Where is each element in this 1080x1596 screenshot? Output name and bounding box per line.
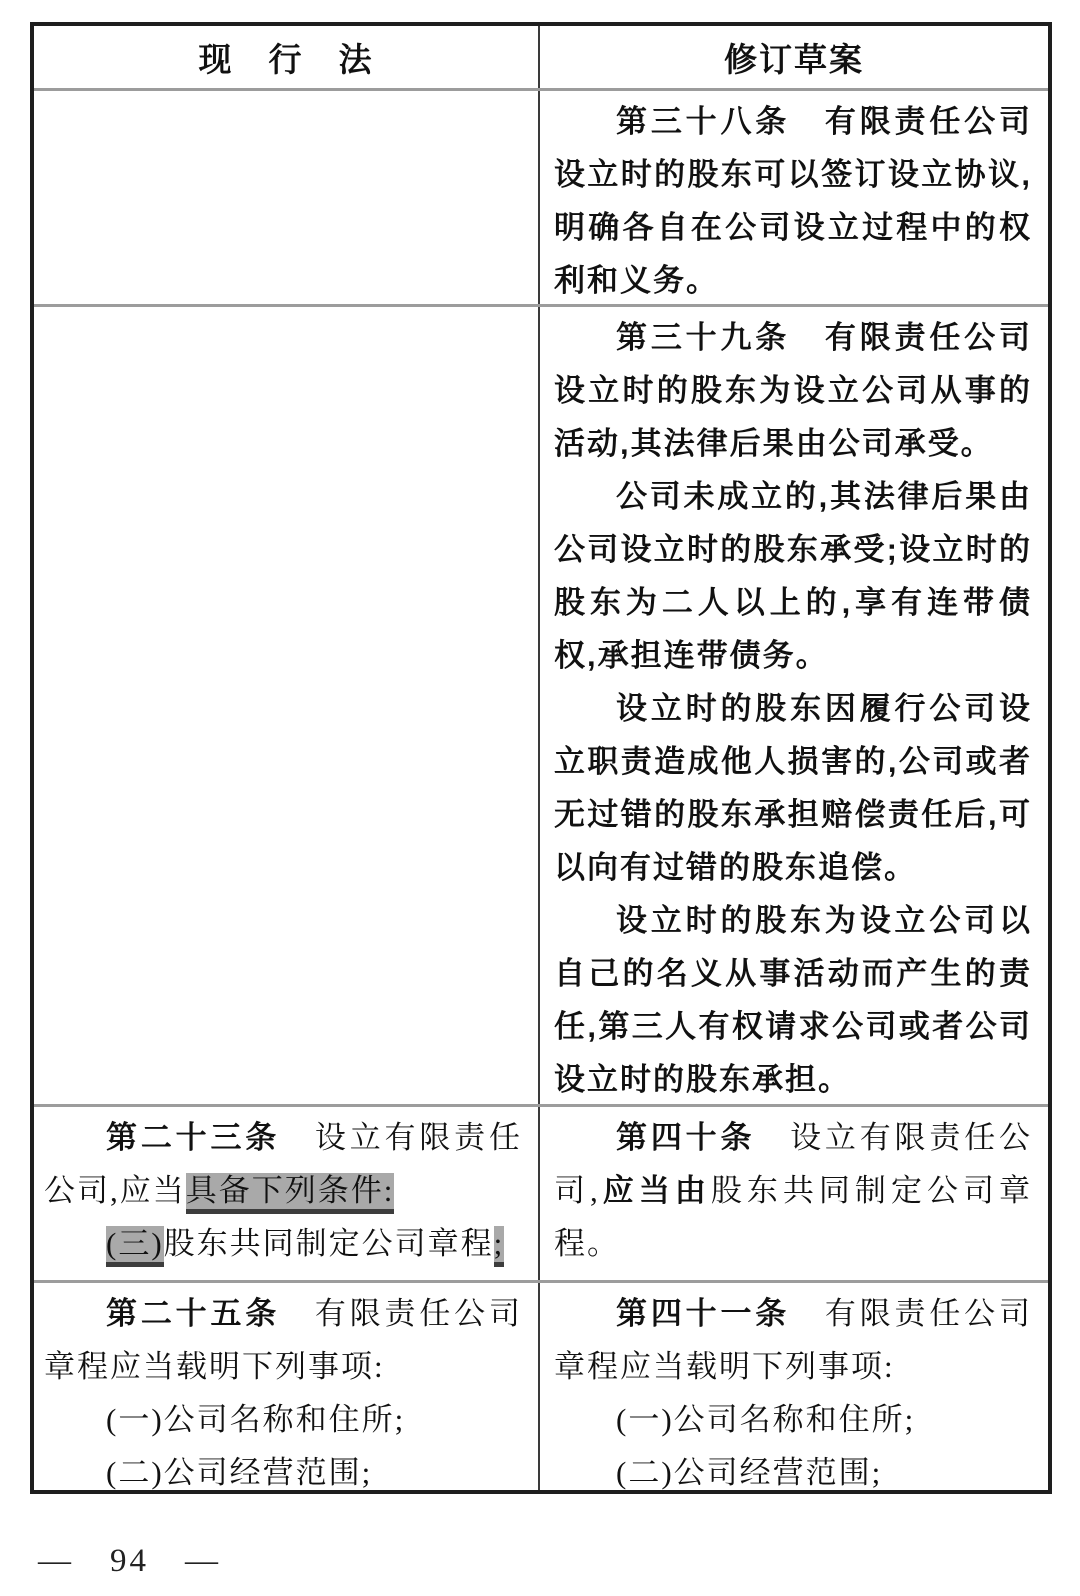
text-segment: 应当由 [599,1173,711,1208]
paragraph [44,1393,522,1446]
text-segment: 第三十八条 [616,104,791,139]
paragraph [554,95,1032,304]
text-segment: 有限责任公司设立时的股东为设立公司从事的活动,其法律后果由公司承受。 [554,320,1033,461]
text-segment: 设立有限责任公司, [554,1120,1033,1208]
paragraph [44,1111,522,1217]
cell-current-law [34,307,540,1104]
text-segment: 设立时的股东为设立公司以自己的名义从事活动而产生的责任,第三人有权请求公司或者公司设立时的股东承担。 [554,903,1032,1097]
table-row [34,304,1048,1104]
text-segment: 第二十五条 [106,1296,281,1331]
text-segment: 第二十三条 [106,1120,281,1155]
text-segment: 股东共同制定公司章程 [163,1226,494,1261]
paragraph [554,470,1032,682]
deleted-text-highlight: ; [494,1226,505,1267]
text-segment: (二)公司经营范围; [106,1455,373,1490]
cell-revision-draft [540,91,1048,304]
law-comparison-table [30,22,1052,1494]
text-segment: (二)公司经营范围; [616,1455,883,1490]
cell-revision-draft [540,1283,1048,1490]
cell-revision-draft [540,1107,1048,1280]
text-segment: 设立有限责任公司,应当 [44,1120,523,1208]
paragraph [554,1446,1032,1490]
deleted-text-highlight: (三) [106,1226,164,1267]
text-segment: 第四十条 [616,1120,756,1155]
paragraph [554,1287,1032,1393]
text-segment: 第四十一条 [616,1296,791,1331]
text-segment: 第三十九条 [616,320,791,355]
deleted-text-highlight: 具备下列条件: [186,1173,395,1214]
cell-revision-draft [540,307,1048,1104]
table-row [34,1280,1048,1490]
paragraph [554,894,1032,1104]
text-segment: 公司未成立的,其法律后果由公司设立时的股东承受;设立时的股东为二人以上的,享有连带债权,承担连带债务。 [554,479,1032,673]
cell-current-law [34,1283,540,1490]
text-segment: 有限责任公司设立时的股东可以签订设立协议,明确各自在公司设立过程中的权利和义务。 [554,104,1033,298]
page-number: — 94 — [38,1543,221,1579]
table-header-row [34,26,1048,88]
text-segment: (一)公司名称和住所; [616,1402,916,1437]
text-segment: (一)公司名称和住所; [106,1402,406,1437]
header-current-law: 现 行 法 [34,26,540,88]
text-segment: 有限责任公司章程应当载明下列事项: [554,1296,1033,1384]
paragraph [554,1111,1032,1270]
text-segment: 设立时的股东因履行公司设立职责造成他人损害的,公司或者无过错的股东承担赔偿责任后,可以向有过错的股东追偿。 [554,691,1032,885]
text-segment: 股东共同制定公司章程。 [554,1173,1033,1261]
table-row [34,88,1048,304]
table-row [34,1104,1048,1280]
header-revision-draft: 修订草案 [724,40,864,78]
cell-current-law [34,91,540,304]
paragraph [44,1446,522,1490]
cell-current-law [34,1107,540,1280]
paragraph [554,1393,1032,1446]
paragraph [44,1217,522,1270]
paragraph [44,1287,522,1393]
paragraph [554,682,1032,894]
text-segment: 有限责任公司章程应当载明下列事项: [44,1296,523,1384]
paragraph [554,311,1032,470]
